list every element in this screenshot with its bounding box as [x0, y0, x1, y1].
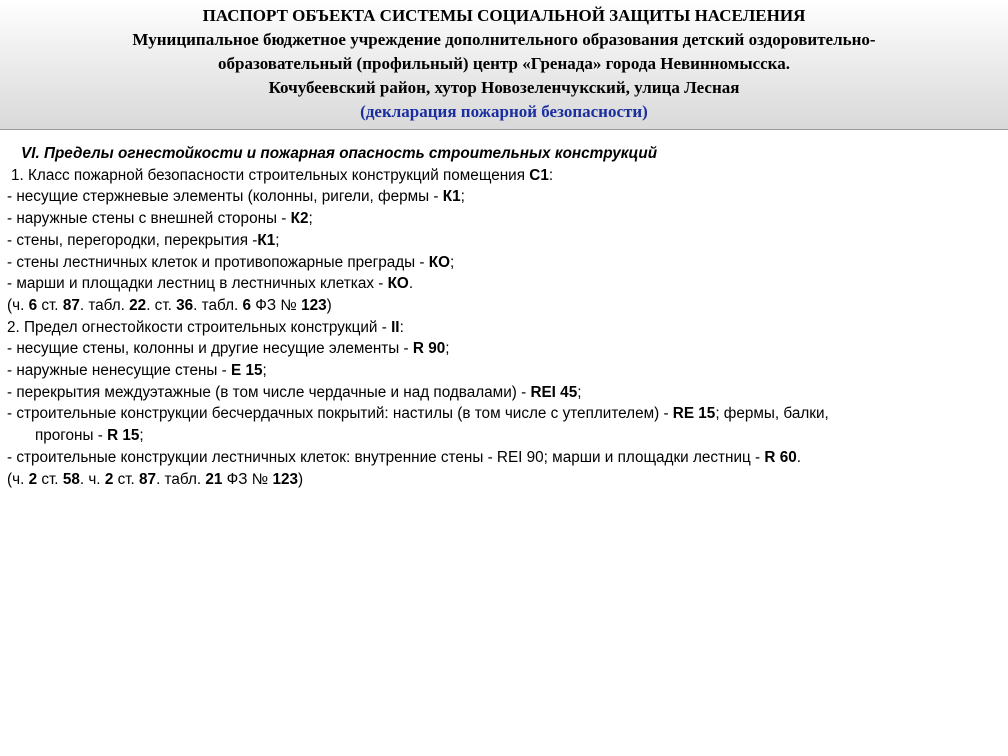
line-bearing-walls: - несущие стены, колонны и другие несущие элементы - R 90;	[7, 340, 450, 358]
line-bearing-elements: - несущие стержневые элементы (колонны, ригели, фермы - К1;	[7, 188, 465, 206]
line-stairwell-structures: - строительные конструкции лестничных клеток: внутренние стены - REI 90; марши и площадки лестниц - R 60.	[7, 448, 801, 466]
header-declaration: (декларация пожарной безопасности)	[360, 102, 648, 121]
line-stair-flights: - марши и площадки лестниц в лестничных клетках - КО.	[7, 275, 414, 293]
document-body	[0, 143, 1000, 490]
line-stairwell-walls: - стены лестничных клеток и противопожарные преграды - КО;	[7, 253, 455, 271]
header-address: Кочубеевский район, хутор Новозеленчукский, улица Лесная	[268, 78, 740, 97]
line-reference-2: (ч. 2 ст. 58. ч. 2 ст. 87. табл. 21 ФЗ № 123)	[7, 470, 304, 488]
section-title: VI. Пределы огнестойкости и пожарная опасность строительных конструкций	[21, 145, 658, 162]
line-roof-structures: - строительные конструкции бесчердачных покрытий: настилы (в том числе с утеплителем) - RE 15; фермы, балки,	[7, 405, 829, 423]
header-institution-line-1: Муниципальное бюджетное учреждение дополнительного образования детский оздоровительно-	[132, 30, 876, 49]
header-banner	[0, 0, 1008, 130]
header-institution-line-2: образовательный (профильный) центр «Гренада» города Невинномысска.	[218, 54, 790, 73]
line-floors: - перекрытия междуэтажные (в том числе чердачные и над подвалами) - REI 45;	[7, 383, 582, 401]
line-walls-partitions: - стены, перегородки, перекрытия -К1;	[7, 231, 280, 249]
line-fire-resistance-degree: 2. Предел огнестойкости строительных конструкций - II:	[7, 318, 404, 336]
line-reference-1: (ч. 6 ст. 87. табл. 22. ст. 36. табл. 6 ФЗ № 123)	[7, 296, 332, 314]
line-purlins: прогоны - R 15;	[35, 427, 144, 445]
line-fire-class: 1. Класс пожарной безопасности строительных конструкций помещения С1:	[11, 166, 554, 184]
header-title: ПАСПОРТ ОБЪЕКТА СИСТЕМЫ СОЦИАЛЬНОЙ ЗАЩИТЫ НАСЕЛЕНИЯ	[202, 6, 806, 25]
line-outer-walls: - наружные стены с внешней стороны - К2;	[7, 210, 313, 228]
line-non-bearing-walls: - наружные ненесущие стены - Е 15;	[7, 362, 267, 380]
